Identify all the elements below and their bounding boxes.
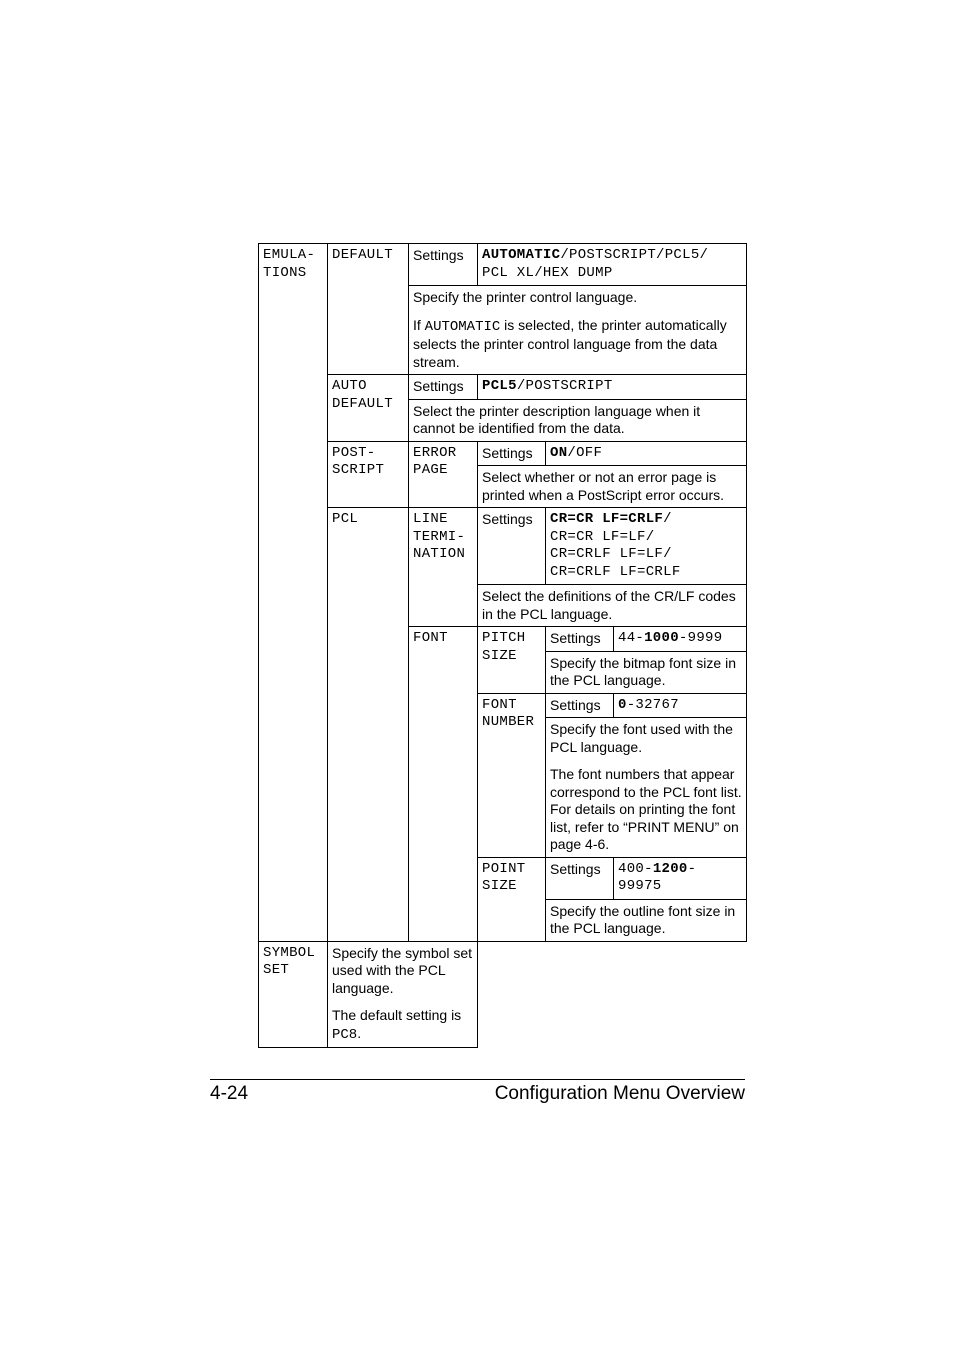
postscript-label: POST- SCRIPT (328, 441, 409, 508)
default-label: DEFAULT (328, 244, 409, 375)
auto-default-label: AUTO DEFAULT (328, 375, 409, 442)
emulations-menu-table (258, 243, 747, 1048)
pcl-label: PCL (328, 508, 409, 942)
default-settings-rest: /POSTSCRIPT/PCL5/ PCL XL/HEX DUMP (482, 247, 709, 281)
font-number-desc-1: Specify the font used with the PCL language. (550, 721, 733, 755)
line-termination-description: Select the definitions of the CR/LF codes in the PCL language. (478, 585, 747, 627)
symbol-set-description (328, 941, 478, 1048)
auto-default-description: Select the printer description language when it cannot be identified from the data. (409, 399, 747, 441)
footer-divider (210, 1079, 745, 1080)
default-settings-label: Settings (409, 244, 478, 286)
row-postscript-settings (259, 441, 747, 466)
error-page-settings-value: ON/OFF (546, 441, 747, 466)
font-label: FONT (409, 627, 478, 942)
font-number-desc-2: The font numbers that appear correspond to the PCL font list. For details on printing the font list, refer to “PRINT MENU” on page 4-6. (550, 766, 742, 852)
symbol-set-default-code: PC8 (332, 1026, 358, 1043)
default-settings-bold: AUTOMATIC (482, 247, 561, 263)
font-number-label: FONT NUMBER (478, 693, 546, 857)
default-description (409, 286, 747, 375)
pitch-size-settings-label: Settings (546, 627, 614, 652)
point-size-description: Specify the outline font size in the PCL language. (546, 899, 747, 941)
default-desc-code: AUTOMATIC (424, 318, 501, 335)
auto-default-settings-value: PCL5/POSTSCRIPT (478, 375, 747, 400)
page-number: 4-24 (210, 1083, 249, 1104)
auto-default-settings-label: Settings (409, 375, 478, 400)
row-line-termination-settings (259, 508, 747, 585)
font-number-description (546, 718, 747, 858)
emulations-label: EMULA- TIONS (259, 244, 328, 942)
error-page-settings-label: Settings (478, 441, 546, 466)
default-desc-1: Specify the printer control language. (413, 289, 638, 305)
symbol-set-desc-1: Specify the symbol set used with the PCL language. (332, 944, 473, 996)
error-page-description: Select whether or not an error page is printed when a PostScript error occurs. (478, 466, 747, 508)
row-symbol-set (259, 941, 747, 1048)
line-termination-label: LINE TERMI- NATION (409, 508, 478, 627)
pitch-size-description: Specify the bitmap font size in the PCL language. (546, 651, 747, 693)
section-title: Configuration Menu Overview (494, 1083, 745, 1104)
point-size-label: POINT SIZE (478, 857, 546, 941)
symbol-set-label: SYMBOL SET (259, 941, 328, 1048)
point-size-settings-label: Settings (546, 857, 614, 899)
default-desc-2: If AUTOMATIC is selected, the printer automatically selects the printer control language from the data stream. (413, 316, 727, 370)
pitch-size-label: PITCH SIZE (478, 627, 546, 694)
error-page-label: ERROR PAGE (409, 441, 478, 508)
symbol-set-desc-2: The default setting is PC8. (332, 1007, 462, 1043)
line-termination-settings-label: Settings (478, 508, 546, 585)
row-default-settings (259, 244, 747, 286)
point-size-settings-value: 400-1200- 99975 (614, 857, 747, 899)
font-number-settings-label: Settings (546, 693, 614, 718)
pitch-size-settings-value: 44-1000-9999 (614, 627, 747, 652)
line-termination-settings-value: CR=CR LF=CRLF/ CR=CR LF=LF/ CR=CRLF LF=LF/ CR=CRLF LF=CRLF (546, 508, 747, 585)
default-settings-value (478, 244, 747, 286)
font-number-settings-value: 0-32767 (614, 693, 747, 718)
row-auto-default-settings (259, 375, 747, 400)
